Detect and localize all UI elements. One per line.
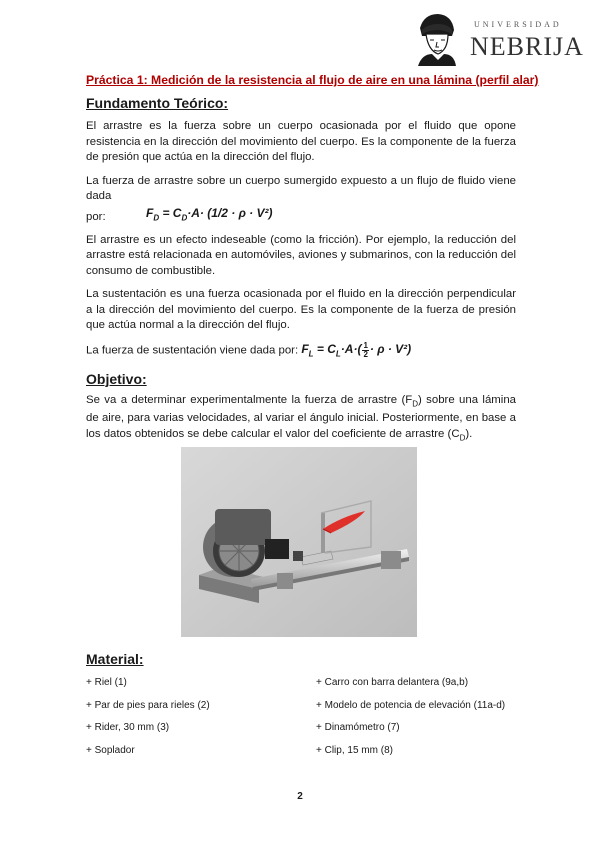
drag-formula-rhs: ·A· (1/2 · ρ · V²): [187, 205, 273, 220]
heading-objetivo: Objetivo:: [86, 370, 147, 387]
formula-por-label: por:: [86, 210, 106, 223]
material-left-item: + Rider, 30 mm (3): [86, 722, 170, 733]
lift-intro-text: La fuerza de sustentación viene dada por:: [86, 344, 299, 357]
material-left-item: + Soplador: [86, 745, 135, 756]
drag-formula-lhs-sub: D: [153, 212, 160, 222]
lift-formula-eq: = C: [313, 342, 336, 357]
paragraph-arrastre-def: El arrastre es la fuerza sobre un cuerpo ocasionada por el fluido que opone resistencia en la dirección del movimiento del cuerpo. Es la componente de la fuerza de presión que actúa en la dirección del flujo.: [86, 120, 516, 163]
lift-formula-mid: ·A·(: [340, 342, 362, 357]
lift-formula-rhs: · ρ · V²): [369, 342, 412, 357]
logo-university-name: NEBRIJA: [470, 32, 584, 61]
objetivo-sub-a: D: [412, 398, 418, 408]
material-right-item: + Modelo de potencia de elevación (11a-d): [316, 700, 506, 711]
drag-formula-row: [86, 207, 516, 227]
lift-formula-lhs-sub: L: [308, 349, 314, 359]
lift-formula-fraction: [362, 342, 368, 359]
objetivo-sub-b: D: [459, 433, 466, 443]
apparatus-photo: [181, 447, 417, 637]
drag-formula-c-sub: D: [181, 212, 188, 222]
objetivo-text-c: ).: [465, 427, 473, 440]
material-left-item: + Par de pies para rieles (2): [86, 700, 210, 711]
lift-formula: [301, 340, 412, 359]
lift-formula-lhs: F: [301, 342, 309, 357]
drag-formula-lhs: F: [146, 205, 154, 220]
paragraph-arrastre-efecto: El arrastre es un efecto indeseable (como la fricción). Por ejemplo, la reducción del arrastre está relacionada en automóviles, aviones y submarinos, con la reducción del consumo de combustible.: [86, 233, 516, 277]
material-right-item: + Clip, 15 mm (8): [316, 745, 393, 756]
objetivo-text-b: ) sobre una lámina de aire, para varias velocidades, al variar el ángulo inicial. Posteriormente, en base a los datos obtenidos se debe calcular el valor del coeficiente de arrastre (C: [86, 393, 516, 440]
page-content: [86, 70, 539, 446]
lift-formula-c-sub: L: [335, 349, 341, 359]
objetivo-text-a: Se va a determinar experimentalmente la fuerza de arrastre (F: [86, 393, 413, 406]
heading-fundamento: Fundamento Teórico:: [86, 95, 229, 111]
lift-formula-row: [86, 342, 516, 359]
paragraph-arrastre-intro: La fuerza de arrastre sobre un cuerpo sumergido expuesto a un flujo de fluido viene dada: [86, 174, 516, 202]
paragraph-objetivo: [86, 393, 516, 446]
drag-formula: [146, 206, 273, 222]
logo-university-label: UNIVERSIDAD: [474, 20, 562, 29]
material-left-item: + Riel (1): [86, 677, 127, 688]
drag-formula-eq: = C: [159, 205, 182, 220]
page-number: 2: [297, 791, 303, 802]
fraction-denominator: 2: [363, 349, 368, 359]
practice-title: Práctica 1: Medición de la resistencia al flujo de aire en una lámina (perfil alar): [86, 73, 539, 87]
nebrija-portrait-icon: [414, 10, 458, 66]
heading-material: Material:: [86, 651, 144, 667]
material-right-item: + Dinamómetro (7): [316, 722, 400, 733]
university-logo: [410, 8, 584, 66]
material-right-item: + Carro con barra delantera (9a,b): [316, 677, 469, 688]
paragraph-sustentacion-def: La sustentación es una fuerza ocasionada por el fluido en la dirección perpendicular a la dirección del movimiento del cuerpo. Es la componente de la fuerza de presión que actúa normal a la dirección del flujo.: [86, 288, 516, 331]
fraction-numerator: 1: [363, 340, 368, 350]
